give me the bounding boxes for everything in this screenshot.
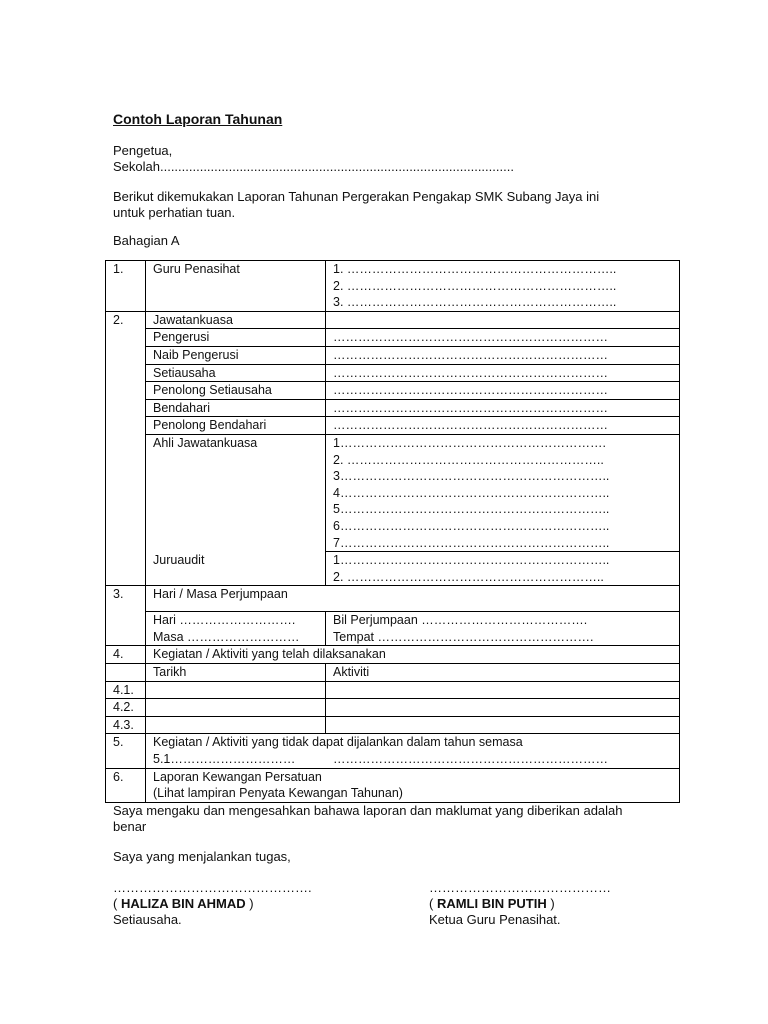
- signatory-left: [113, 896, 254, 912]
- paren-open: (: [113, 896, 121, 911]
- post-label: Penolong Setiausaha: [146, 382, 326, 400]
- empty-cell: [326, 681, 680, 699]
- day-field: Hari ……………………….: [153, 613, 296, 628]
- section-label: Bahagian A: [113, 233, 180, 248]
- table-row: [106, 612, 680, 646]
- empty-cell: [326, 716, 680, 734]
- paren-close: ): [546, 896, 555, 911]
- table-row: [106, 417, 680, 435]
- ajk-label: Ahli Jawatankuasa: [146, 434, 326, 551]
- empty-cell: [326, 699, 680, 717]
- row-number: 4.2.: [106, 699, 146, 717]
- fill-line: 6………………………………………………………..: [333, 518, 610, 533]
- row-heading: Kegiatan / Aktiviti yang telah dilaksanakan: [146, 646, 680, 664]
- signatory-name: RAMLI BIN PUTIH: [436, 896, 547, 911]
- table-row: [106, 364, 680, 382]
- post-label: Penolong Bendahari: [146, 417, 326, 435]
- table-row: [106, 552, 680, 586]
- fill-line: 3. ………………………………………………………..: [333, 295, 617, 310]
- row-number: 6.: [106, 768, 146, 802]
- column-header-activity: Aktiviti: [326, 664, 680, 682]
- table-row: [106, 586, 680, 612]
- paren-close: ): [245, 896, 254, 911]
- fill-line: 2. ……………………………………………………..: [333, 569, 604, 584]
- table-row: [106, 646, 680, 664]
- signatory-role-right: Ketua Guru Penasihat.: [429, 912, 561, 927]
- document-title: Contoh Laporan Tahunan: [113, 111, 283, 127]
- school-line: Sekolah..................................................................................................: [113, 159, 514, 174]
- row-number: 4.: [106, 646, 146, 664]
- row-number: 1.: [106, 261, 146, 312]
- row-heading: Jawatankuasa: [146, 311, 326, 329]
- addressee-line: Pengetua,: [113, 143, 173, 158]
- row-number: 2.: [106, 311, 146, 586]
- sub-item-line: [153, 751, 675, 768]
- auditor-values: [326, 552, 680, 586]
- row-number: 4.1.: [106, 681, 146, 699]
- signature-line-right: ……………………………………: [429, 880, 611, 895]
- post-label: Naib Pengerusi: [146, 346, 326, 364]
- meeting-cell: [326, 612, 680, 646]
- finance-note: (Lihat lampiran Penyata Kewangan Tahunan): [153, 786, 403, 801]
- finance-cell: [146, 768, 680, 802]
- venue-field: Tempat …………………………………………….: [333, 629, 594, 644]
- closing-line: Saya yang menjalankan tugas,: [113, 849, 291, 864]
- ajk-values: [326, 434, 680, 551]
- intro-line-1: Berikut dikemukakan Laporan Tahunan Pergerakan Pengakap SMK Subang Jaya ini: [113, 189, 600, 204]
- signatory-name: HALIZA BIN AHMAD: [120, 896, 246, 911]
- sub-item-label: 5.1…………………………: [153, 752, 296, 767]
- table-row: [106, 699, 680, 717]
- row-heading: Kegiatan / Aktiviti yang tidak dapat dijalankan dalam tahun semasa: [153, 735, 523, 750]
- row-number: 3.: [106, 586, 146, 646]
- empty-cell: [146, 716, 326, 734]
- paren-open: (: [429, 896, 437, 911]
- post-label: Setiausaha: [146, 364, 326, 382]
- table-row: [106, 434, 680, 551]
- fill-line: 1. ………………………………………………………..: [333, 262, 617, 276]
- unfinished-activities-cell: [146, 734, 680, 768]
- table-row: [106, 664, 680, 682]
- meeting-count-field: Bil Perjumpaan ………………………………….: [333, 613, 588, 628]
- declaration-line-2: benar: [113, 819, 147, 834]
- signatory-right: [429, 896, 555, 912]
- table-row: [106, 346, 680, 364]
- table-row: [106, 734, 680, 768]
- declaration-line-1: Saya mengaku dan mengesahkan bahawa laporan dan maklumat yang diberikan adalah: [113, 803, 623, 818]
- fill-line: 3………………………………………………………..: [333, 469, 610, 484]
- post-label: Bendahari: [146, 399, 326, 417]
- row-number: 5.: [106, 734, 146, 768]
- finance-heading: Laporan Kewangan Persatuan: [153, 769, 322, 784]
- sub-item-value: …………………………………………………………: [333, 752, 608, 767]
- report-form-table: [105, 260, 680, 803]
- fill-line: 5………………………………………………………..: [333, 502, 610, 517]
- fill-line: 4………………………………………………………..: [333, 485, 610, 500]
- table-row: [106, 261, 680, 312]
- intro-line-2: untuk perhatian tuan.: [113, 205, 236, 220]
- table-row: [106, 329, 680, 347]
- row-label: Guru Penasihat: [146, 261, 326, 312]
- post-value: …………………………………………………………: [326, 399, 680, 417]
- fill-line: 1……………………………………………………….: [333, 435, 606, 450]
- day-time-cell: [146, 612, 326, 646]
- table-row: [106, 399, 680, 417]
- fill-line: 1………………………………………………………..: [333, 553, 610, 568]
- auditor-label: Juruaudit: [146, 552, 326, 586]
- post-label: Pengerusi: [146, 329, 326, 347]
- row-number: 4.3.: [106, 716, 146, 734]
- table-row: [106, 382, 680, 400]
- fill-line: 2. ………………………………………………………..: [333, 278, 617, 293]
- fill-line: 7………………………………………………………..: [333, 535, 610, 550]
- post-value: …………………………………………………………: [326, 417, 680, 435]
- table-row: [106, 716, 680, 734]
- post-value: …………………………………………………………: [326, 346, 680, 364]
- row-heading: Hari / Masa Perjumpaan: [146, 586, 680, 612]
- empty-cell: [146, 681, 326, 699]
- empty-cell: [146, 699, 326, 717]
- post-value: …………………………………………………………: [326, 364, 680, 382]
- signature-line-left: ……………………………………….: [113, 880, 312, 895]
- adviser-values: [326, 261, 680, 312]
- table-row: [106, 681, 680, 699]
- signatory-role-left: Setiausaha.: [113, 912, 182, 927]
- table-row: [106, 311, 680, 329]
- post-value: …………………………………………………………: [326, 382, 680, 400]
- empty-cell: [106, 664, 146, 682]
- column-header-date: Tarikh: [146, 664, 326, 682]
- post-value: …………………………………………………………: [326, 329, 680, 347]
- empty-cell: [326, 311, 680, 329]
- fill-line: 2. ……………………………………………………..: [333, 452, 604, 467]
- time-field: Masa ………………………: [153, 629, 300, 644]
- table-row: [106, 768, 680, 802]
